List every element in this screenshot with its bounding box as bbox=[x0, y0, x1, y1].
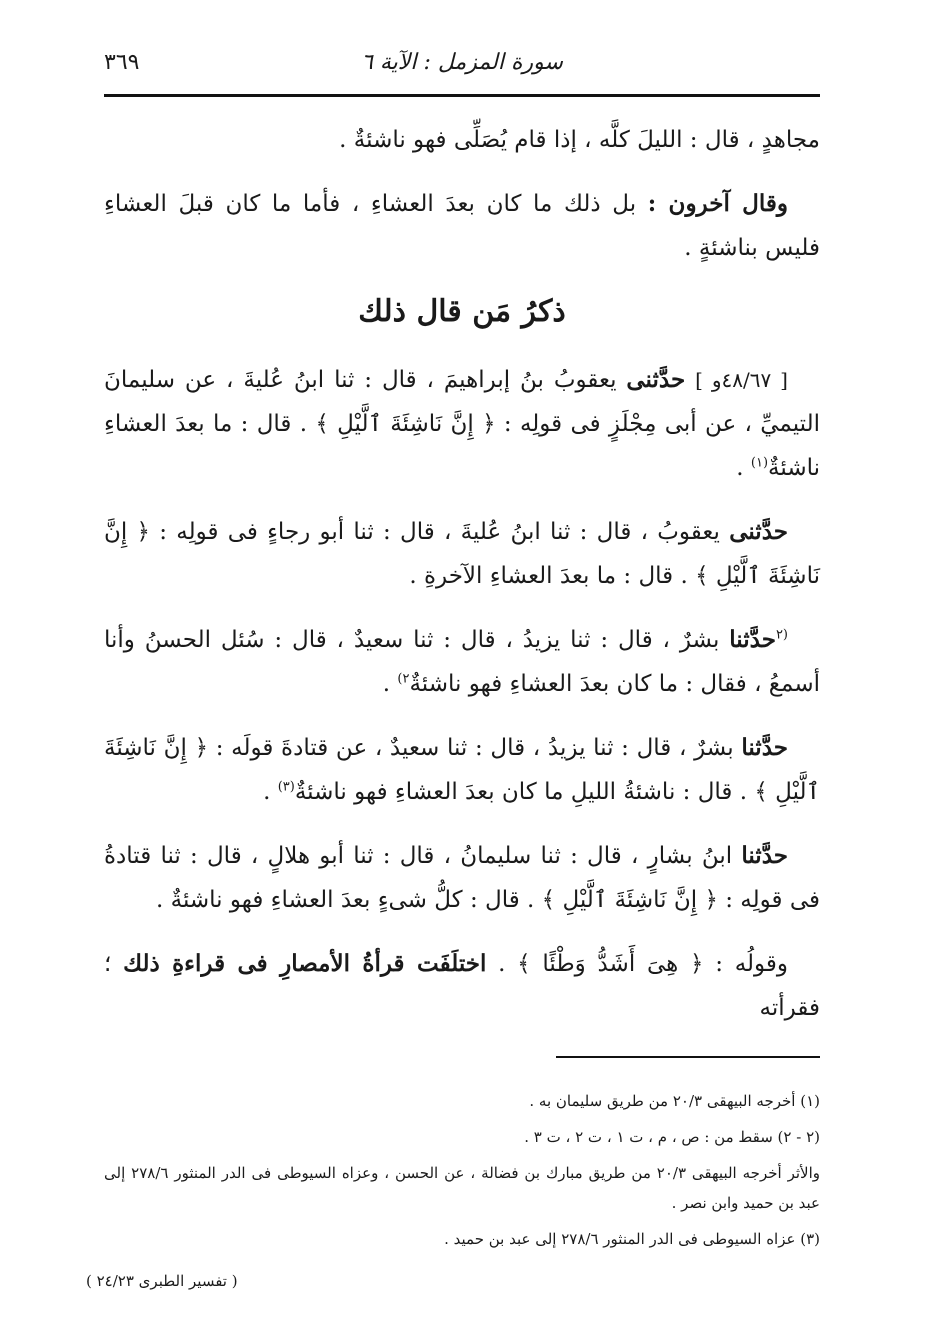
footnote-marker-2-close: ٢) bbox=[397, 671, 410, 687]
paragraph-3-end: . bbox=[736, 455, 751, 481]
paragraph-5-lead: حدَّثنا bbox=[729, 626, 776, 653]
paragraph-6-text: بشرٌ ، قال : ثنا يزيدُ ، قال : ثنا سعيدٌ ، عن قتادةَ قولَه : ﴿ إِنَّ نَاشِئَةَ ٱلَّيْلِ ﴾ . قال : ناشئةُ الليلِ ما كان بعدَ العشاءِ فهو ناشئةٌ bbox=[104, 735, 820, 805]
surah-title: سورة المزمل : الآية ٦ bbox=[361, 50, 563, 75]
paragraph-2-lead: وقال آخرون : bbox=[647, 190, 788, 217]
header-rule bbox=[104, 94, 820, 97]
main-text bbox=[104, 118, 820, 1050]
page-number: ٣٦٩ bbox=[104, 50, 140, 75]
paragraph-7-text: ابنُ بشارٍ ، قال : ثنا سليمانُ ، قال : ثنا أبو هلالٍ ، قال : ثنا قتادةُ فى قولِه : ﴿ إِنَّ نَاشِئَةَ ٱلَّيْلِ ﴾ . قال : كلُّ شىءٍ بعدَ العشاءِ فهو ناشئةٌ . bbox=[104, 843, 820, 913]
footnote-3: (٣) عزاه السيوطى فى الدر المنثور ٢٧٨/٦ إلى عبد بن حميد . bbox=[444, 1230, 820, 1248]
volume-label: ( تفسير الطبرى ٢٤/٢٣ ) bbox=[86, 1272, 238, 1290]
running-header bbox=[104, 44, 820, 90]
manuscript-ref: [ ٤٨/٦٧و ] bbox=[695, 368, 788, 392]
footnote-1: (١) أخرجه البيهقى ٢٠/٣ من طريق سليمان به . bbox=[529, 1092, 820, 1110]
paragraph-5-end: . bbox=[382, 671, 398, 697]
paragraph-8-bold: اختلَفَت قرأةُ الأمصارِ فى قراءةِ ذلك bbox=[123, 950, 487, 977]
footnote-rule bbox=[556, 1056, 820, 1058]
paragraph-6 bbox=[104, 726, 820, 814]
paragraph-8 bbox=[104, 942, 820, 1030]
paragraph-5 bbox=[104, 618, 820, 706]
paragraph-4-lead: حدَّثنى bbox=[729, 518, 788, 545]
section-heading: ذكرُ مَن قال ذلك bbox=[358, 294, 566, 329]
paragraph-5-text: بشرٌ ، قال : ثنا يزيدُ ، قال : ثنا سعيدٌ ، قال : سُئل الحسنُ وأنا أسمعُ ، فقال : ما كان بعدَ العشاءِ فهو ناشئةٌ bbox=[104, 627, 820, 697]
paragraph-2-text: بل ذلك ما كان بعدَ العشاءِ ، فأما ما كان قبلَ العشاءِ فليس بناشئةٍ . bbox=[104, 191, 820, 261]
paragraph-3 bbox=[104, 358, 820, 490]
paragraph-2 bbox=[104, 182, 820, 270]
paragraph-7 bbox=[104, 834, 820, 922]
paragraph-4 bbox=[104, 510, 820, 598]
footnote-marker-2-open: (٢ bbox=[775, 627, 788, 643]
footnotes bbox=[104, 1086, 820, 1260]
paragraph-1-text: مجاهدٍ ، قال : الليلَ كلَّه ، إذا قام يُصَلِّى فهو ناشئةٌ . bbox=[339, 127, 820, 153]
paragraph-6-lead: حدَّثنا bbox=[741, 734, 788, 761]
paragraph-3-text: يعقوبُ بنُ إبراهيمَ ، قال : ثنا ابنُ عُليةَ ، عن سليمانَ التيميِّ ، عن أبى مِجْلَزٍ فى قولِه : ﴿ إِنَّ نَاشِئَةَ ٱلَّيْلِ ﴾ . قال : ما بعدَ العشاءِ ناشئةٌ bbox=[104, 367, 820, 481]
footnote-marker-1: (١) bbox=[750, 455, 769, 471]
footnote-2: (٢ - ٢) سقط من : ص ، م ، ت ١ ، ت ٢ ، ت ٣ . bbox=[524, 1128, 820, 1146]
paragraph-8-text-a: وقولُه : ﴿ هِىَ أَشَدُّ وَطْئًا ﴾ . bbox=[486, 951, 789, 977]
paragraph-1 bbox=[104, 118, 820, 162]
footnote-marker-3: (٣) bbox=[277, 779, 295, 795]
paragraph-4-text: يعقوبُ ، قال : ثنا ابنُ عُليةَ ، قال : ثنا أبو رجاءٍ فى قولِه : ﴿ إِنَّ نَاشِئَةَ ٱلَّيْلِ ﴾ . قال : ما بعدَ العشاءِ الآخرةِ . bbox=[104, 519, 820, 589]
footnote-2-continued: والأثر أخرجه البيهقى ٢٠/٣ من طريق مبارك بن فضالة ، عن الحسن ، وعزاه السيوطى فى الدر المنثور ٢٧٨/٦ إلى عبد بن حميد وابن نصر . bbox=[104, 1164, 820, 1212]
paragraph-7-lead: حدَّثنا bbox=[741, 842, 788, 869]
paragraph-6-end: . bbox=[263, 779, 278, 805]
paragraph-8-text-b: ؛ فقرأته bbox=[104, 951, 820, 1021]
paragraph-3-lead: حدَّثنى bbox=[626, 366, 686, 393]
